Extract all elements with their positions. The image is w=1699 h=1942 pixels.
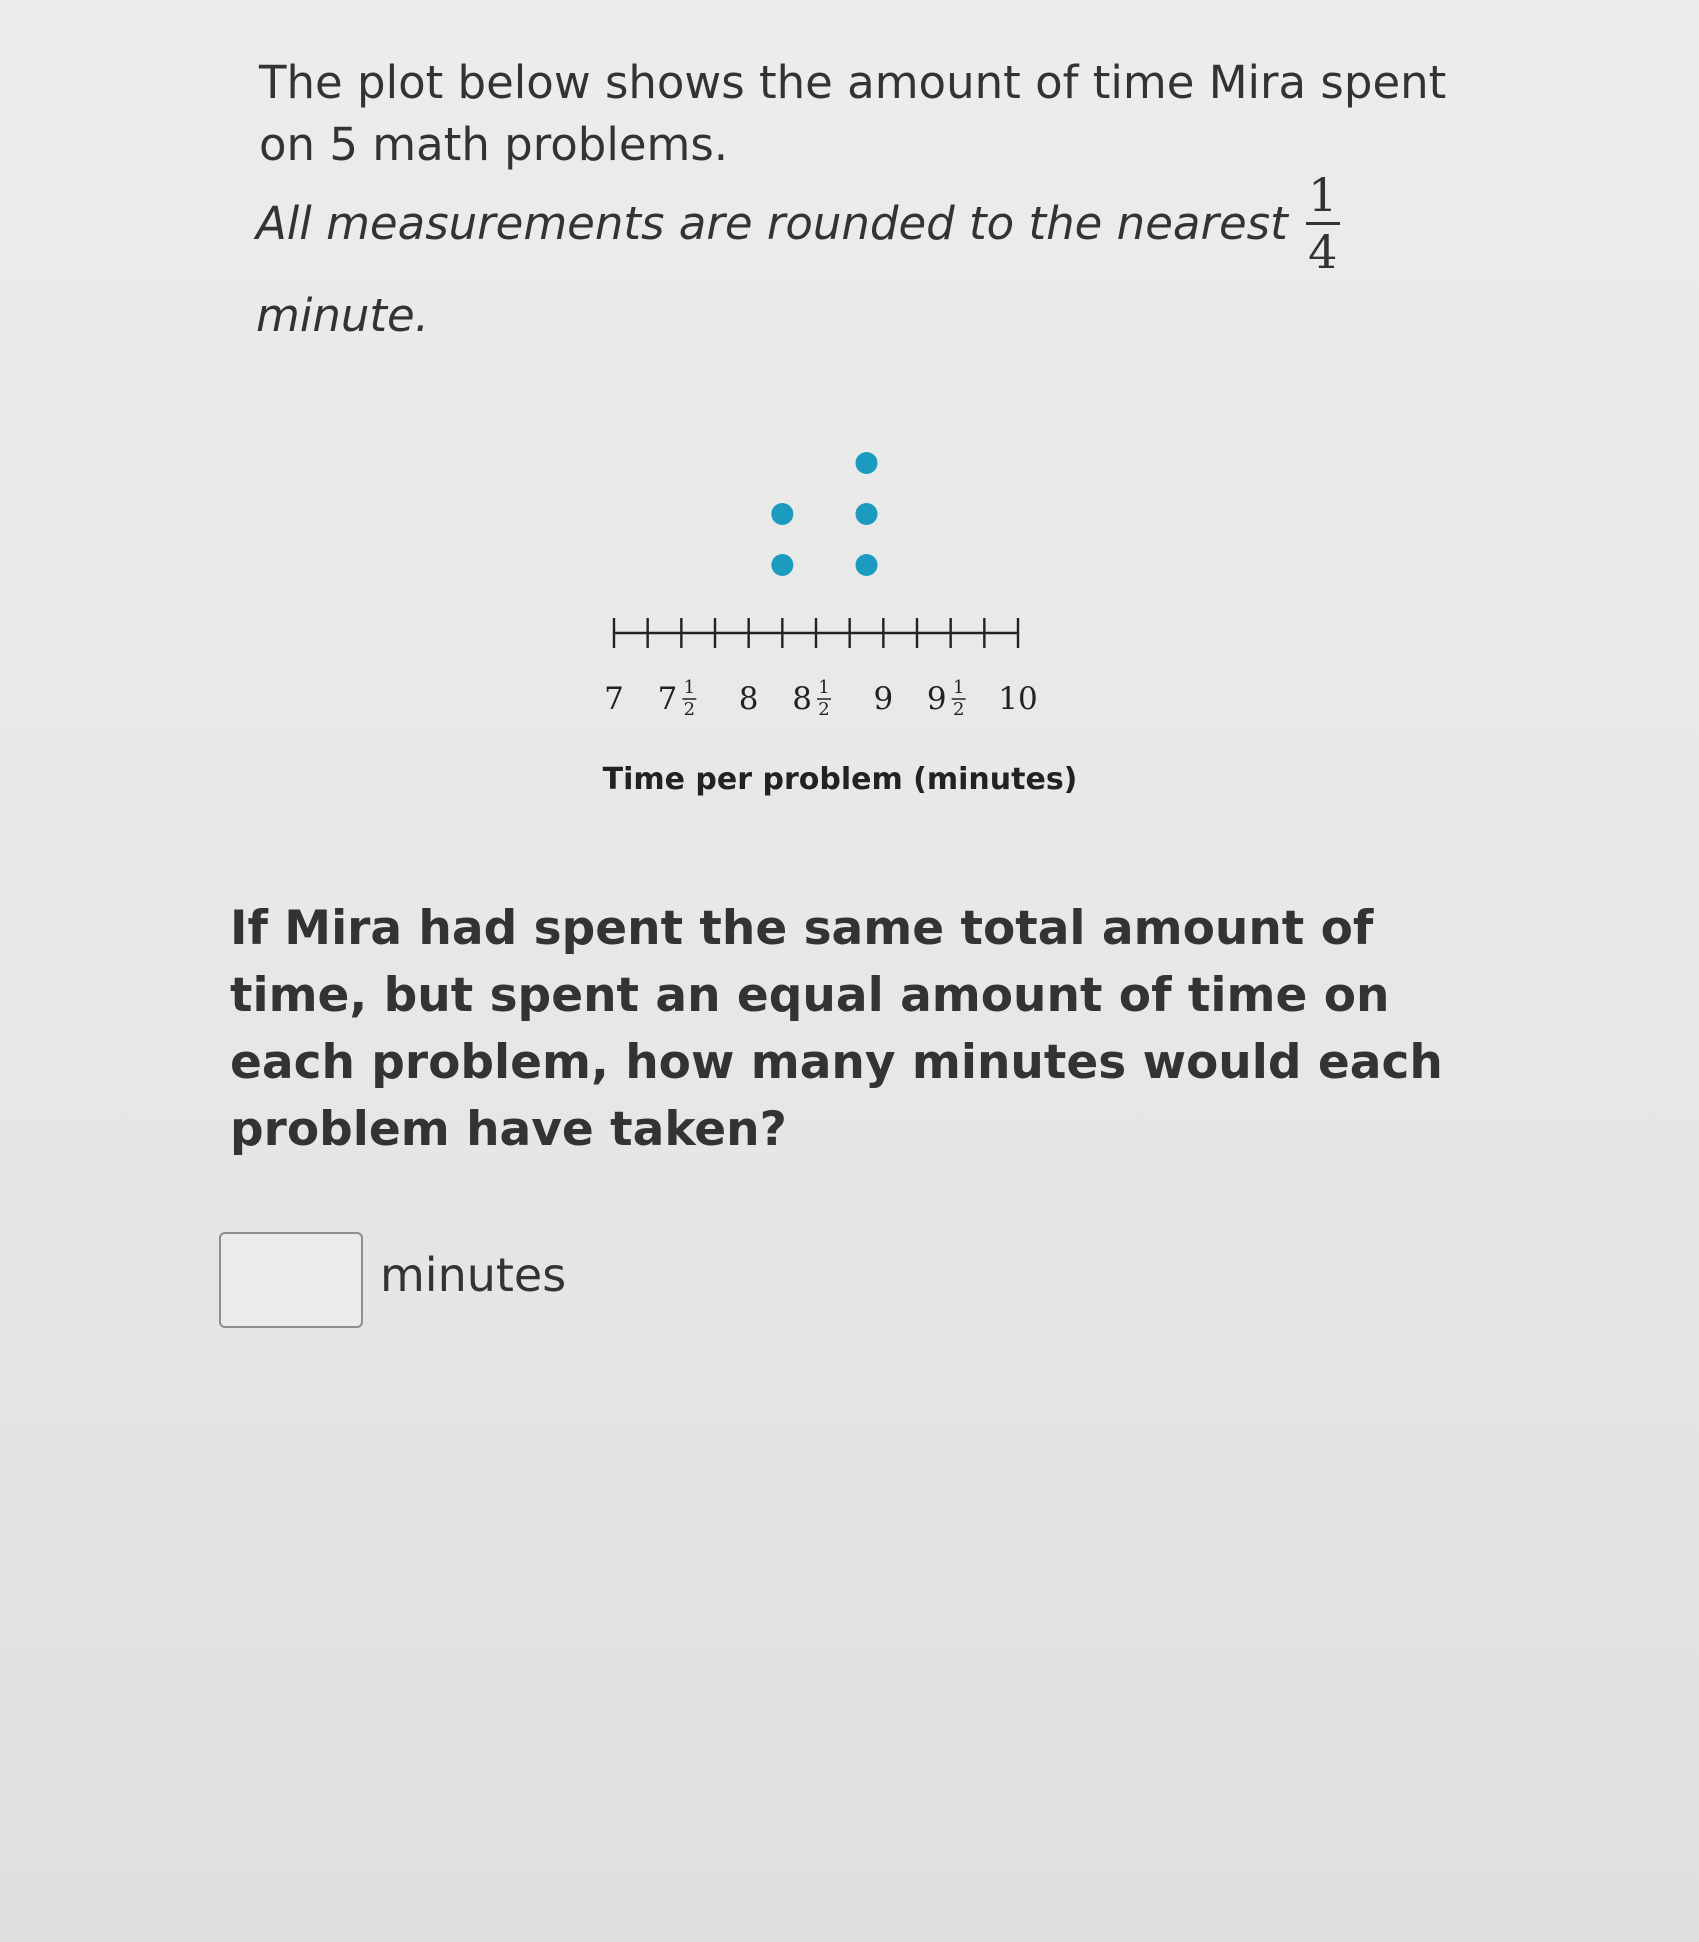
tick-label-denominator: 2 — [952, 699, 965, 720]
tick-label-whole: 10 — [998, 681, 1038, 717]
answer-input[interactable] — [219, 1232, 363, 1328]
x-tick-label — [604, 681, 624, 717]
tick-label-whole: 8 — [738, 681, 759, 717]
question-intro: The plot below shows the amount of time Mira spent on 5 math problems. — [259, 56, 1447, 171]
x-axis-label: Time per problem (minutes) — [602, 762, 1078, 797]
x-tick-label — [739, 681, 759, 717]
x-tick-label — [792, 677, 831, 720]
rounding-note-text: All measurements are rounded to the nearest — [256, 197, 1288, 250]
tick-label-whole: 7 — [657, 681, 678, 717]
data-dot — [856, 452, 878, 474]
rounding-note — [256, 170, 1340, 342]
tick-label-whole: 9 — [873, 681, 894, 717]
dot-plot — [560, 430, 1120, 750]
x-tick-label — [998, 681, 1037, 717]
tick-label-whole: 7 — [604, 681, 624, 717]
tick-label-denominator: 2 — [683, 699, 696, 720]
data-dot — [856, 554, 878, 576]
data-dot — [771, 554, 793, 576]
tick-label-denominator: 2 — [818, 699, 830, 720]
tick-label-numerator: 1 — [952, 677, 965, 698]
rounding-unit: minute. — [256, 289, 430, 342]
tick-label-whole: 9 — [926, 681, 947, 717]
fraction-denominator: 4 — [1308, 225, 1338, 279]
answer-unit-label: minutes — [380, 1248, 567, 1302]
tick-label-whole: 8 — [792, 681, 812, 717]
fraction-numerator: 1 — [1308, 168, 1338, 222]
data-dot — [856, 503, 878, 525]
x-tick-label — [658, 677, 697, 720]
x-tick-label — [927, 677, 966, 720]
one-quarter-fraction — [1306, 170, 1340, 277]
question-prompt: If Mira had spent the same total amount of time, but spent an equal amount of time on each problem, how many minutes would each problem have taken? — [230, 901, 1443, 1157]
data-dot — [771, 503, 793, 525]
x-tick-label — [873, 681, 893, 717]
tick-label-numerator: 1 — [818, 677, 830, 698]
tick-label-numerator: 1 — [683, 677, 696, 698]
